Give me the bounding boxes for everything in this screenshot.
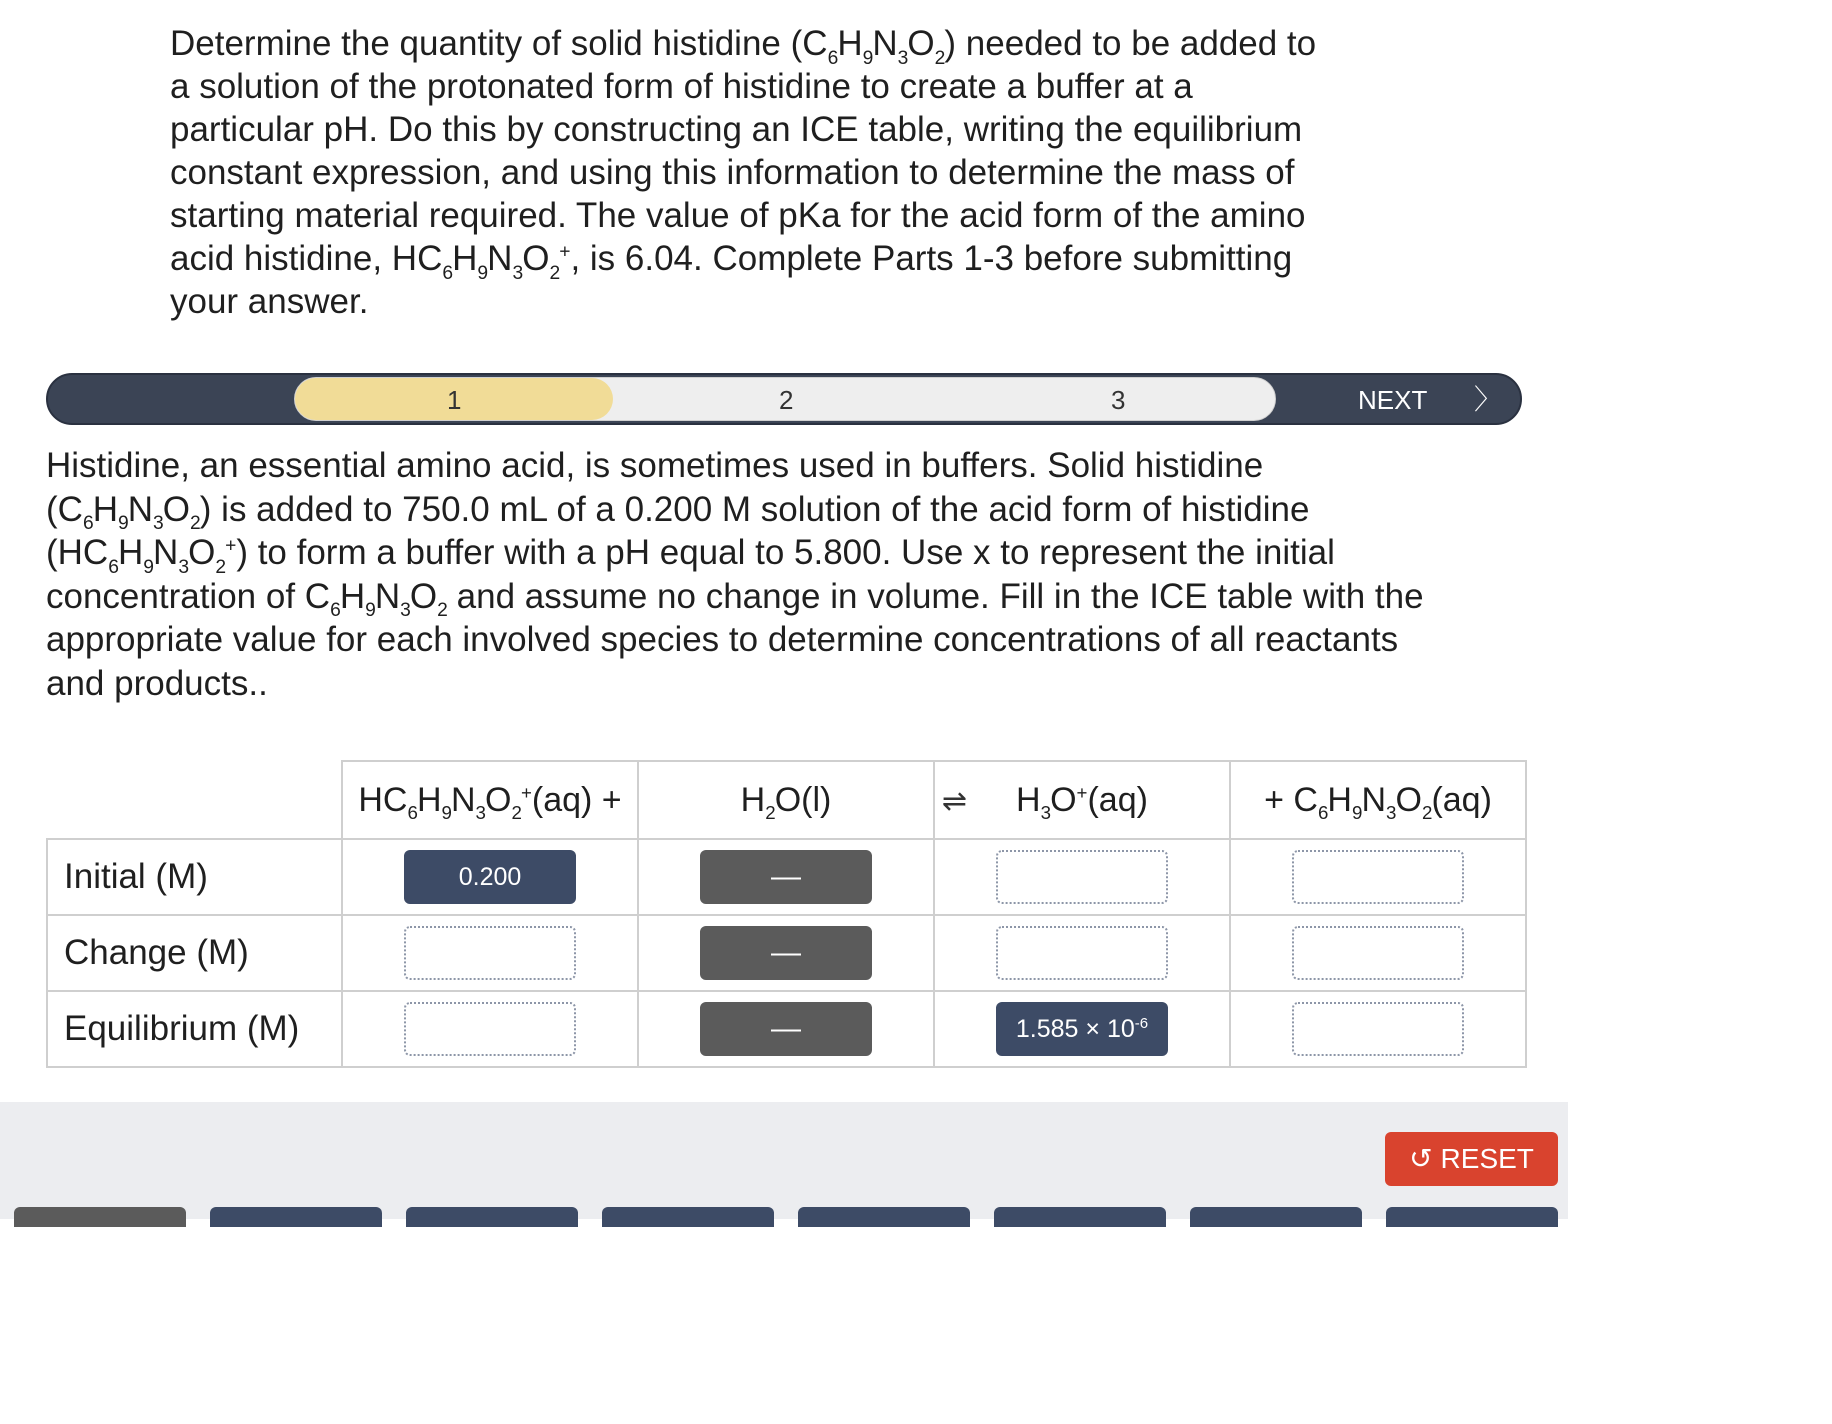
table-row-initial: [47, 839, 1526, 915]
prompt-line: your answer.: [170, 282, 369, 321]
step-3[interactable]: 3: [1111, 385, 1126, 415]
water-change-cell: —: [700, 926, 872, 980]
table-row-equilibrium: [47, 991, 1526, 1067]
reset-label: RESET: [1440, 1143, 1534, 1174]
chevron-right-icon: 〉: [1474, 384, 1503, 415]
next-label: NEXT: [1358, 385, 1428, 415]
prompt-line: starting material required. The value of pKa for the acid form of the amino: [170, 196, 1306, 235]
answer-tray: [0, 1102, 1568, 1219]
row-label-equilibrium: Equilibrium (M): [47, 991, 342, 1067]
answer-tile[interactable]: [14, 1207, 186, 1227]
header-hydronium: $H_3O^+(aq)$: [934, 761, 1230, 839]
question-line: and products..: [46, 663, 268, 703]
answer-tile[interactable]: [406, 1207, 578, 1227]
base-change-input[interactable]: [1292, 926, 1464, 980]
answer-tile[interactable]: [798, 1207, 970, 1227]
hydronium-initial-input[interactable]: [996, 850, 1168, 904]
question-line: Histidine, an essential amino acid, is sometimes used in buffers. Solid histidine: [46, 446, 1264, 485]
question-text: [46, 444, 1536, 705]
step-track: [294, 377, 1276, 421]
acid-initial-cell[interactable]: 0.200: [404, 850, 576, 904]
corner-cell: [47, 761, 342, 839]
header-water: $H_2O(l)$ ⇌: [638, 761, 934, 839]
acid-equilibrium-input[interactable]: [404, 1002, 576, 1056]
answer-tile[interactable]: [1386, 1207, 1558, 1227]
question-line: $(HC_6H_9N_3O_2^+)$ to form a buffer with a pH equal to 5.800. Use x to represent the initial: [46, 533, 1335, 578]
prompt-line: particular pH. Do this by constructing an ICE table, writing the equilibrium: [170, 110, 1303, 149]
table-row-change: [47, 915, 1526, 991]
hydronium-equilibrium-cell[interactable]: $1.585 \times 10^{-6}$: [996, 1002, 1168, 1056]
hydronium-change-input[interactable]: [996, 926, 1168, 980]
prompt-line: acid histidine, $HC_6H_9N_3O_2^+$, is 6.04. Complete Parts 1-3 before submitting: [170, 239, 1293, 284]
prompt-line: Determine the quantity of solid histidine $(C_6H_9N_3O_2)$ needed to be added to: [170, 24, 1317, 69]
answer-tile[interactable]: [994, 1207, 1166, 1227]
equilibrium-arrows-icon: ⇌: [941, 785, 967, 818]
base-initial-input[interactable]: [1292, 850, 1464, 904]
step-progress-bar: [46, 373, 1522, 425]
ice-table: [46, 760, 1527, 1068]
header-acid: $HC_6H_9N_3O_2^+(aq)$ +: [342, 761, 638, 839]
answer-tile[interactable]: [210, 1207, 382, 1227]
water-initial-cell: —: [700, 850, 872, 904]
question-line: appropriate value for each involved species to determine concentrations of all reactants: [46, 620, 1399, 659]
acid-change-input[interactable]: [404, 926, 576, 980]
problem-statement: [170, 22, 1460, 323]
row-label-change: Change (M): [47, 915, 342, 991]
header-base: + $C_6H_9N_3O_2(aq)$: [1230, 761, 1526, 839]
question-line: $(C_6H_9N_3O_2)$ is added to 750.0 mL of a 0.200 M solution of the acid form of histidine: [46, 489, 1310, 535]
question-line: concentration of $C_6H_9N_3O_2$ and assume no change in volume. Fill in the ICE table with the: [46, 576, 1424, 622]
water-equilibrium-cell: —: [700, 1002, 872, 1056]
next-button[interactable]: [1358, 377, 1518, 421]
base-equilibrium-input[interactable]: [1292, 1002, 1464, 1056]
row-label-initial: Initial (M): [47, 839, 342, 915]
prompt-line: constant expression, and using this information to determine the mass of: [170, 153, 1295, 192]
reset-button[interactable]: [1385, 1132, 1558, 1186]
answer-tile[interactable]: [602, 1207, 774, 1227]
step-1[interactable]: 1: [447, 385, 462, 415]
prompt-line: a solution of the protonated form of histidine to create a buffer at a: [170, 67, 1193, 106]
step-2[interactable]: 2: [779, 385, 794, 415]
answer-tile[interactable]: [1190, 1207, 1362, 1227]
undo-icon: ↺: [1409, 1143, 1433, 1174]
